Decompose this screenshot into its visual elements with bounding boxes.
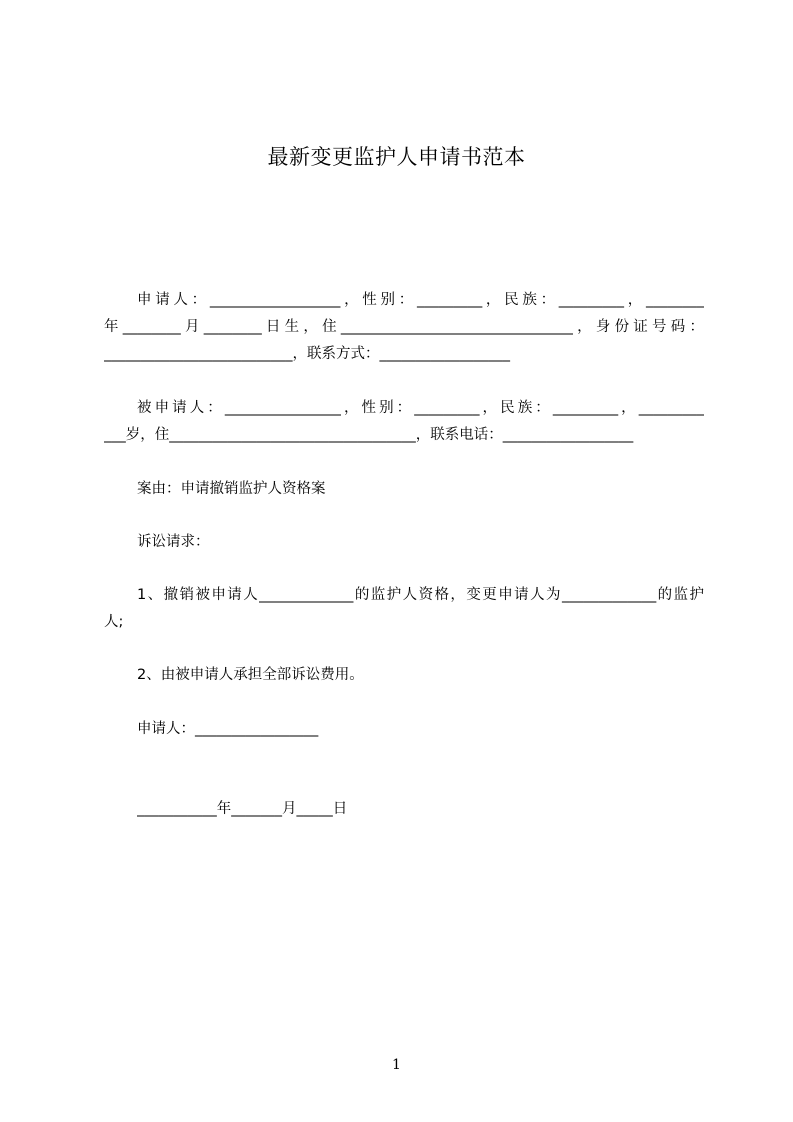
claims-heading: 诉讼请求： xyxy=(137,534,210,550)
claim-1-line-1: 1、撤销被申请人_____________的监护人资格，变更申请人为_____________的监护 xyxy=(137,587,704,603)
claim-2: 2、由被申请人承担全部诉讼费用。 xyxy=(137,667,364,683)
respondent-line-2: ___岁，住__________________________________，联系电话：__________________ xyxy=(104,427,634,443)
applicant-signature-line: 申请人：_________________ xyxy=(137,721,319,737)
applicant-line-1: 申请人：__________________，性别：_________，民族：_________，________ xyxy=(137,292,704,308)
applicant-line-2: 年________月________日生，住________________________________，身份证号码： xyxy=(104,319,704,335)
date-line: ___________年_______月_____日 xyxy=(137,801,348,817)
claim-1-line-2: 人; xyxy=(104,614,124,630)
page-number: 1 xyxy=(392,1057,401,1073)
document-title: 最新变更监护人申请书范本 xyxy=(267,145,526,169)
applicant-line-3: __________________________，联系方式：__________________ xyxy=(104,346,510,362)
case-cause: 案由：申请撤销监护人资格案 xyxy=(137,481,326,497)
respondent-line-1: 被申请人：________________，性别：_________，民族：_________，_________ xyxy=(137,400,704,416)
